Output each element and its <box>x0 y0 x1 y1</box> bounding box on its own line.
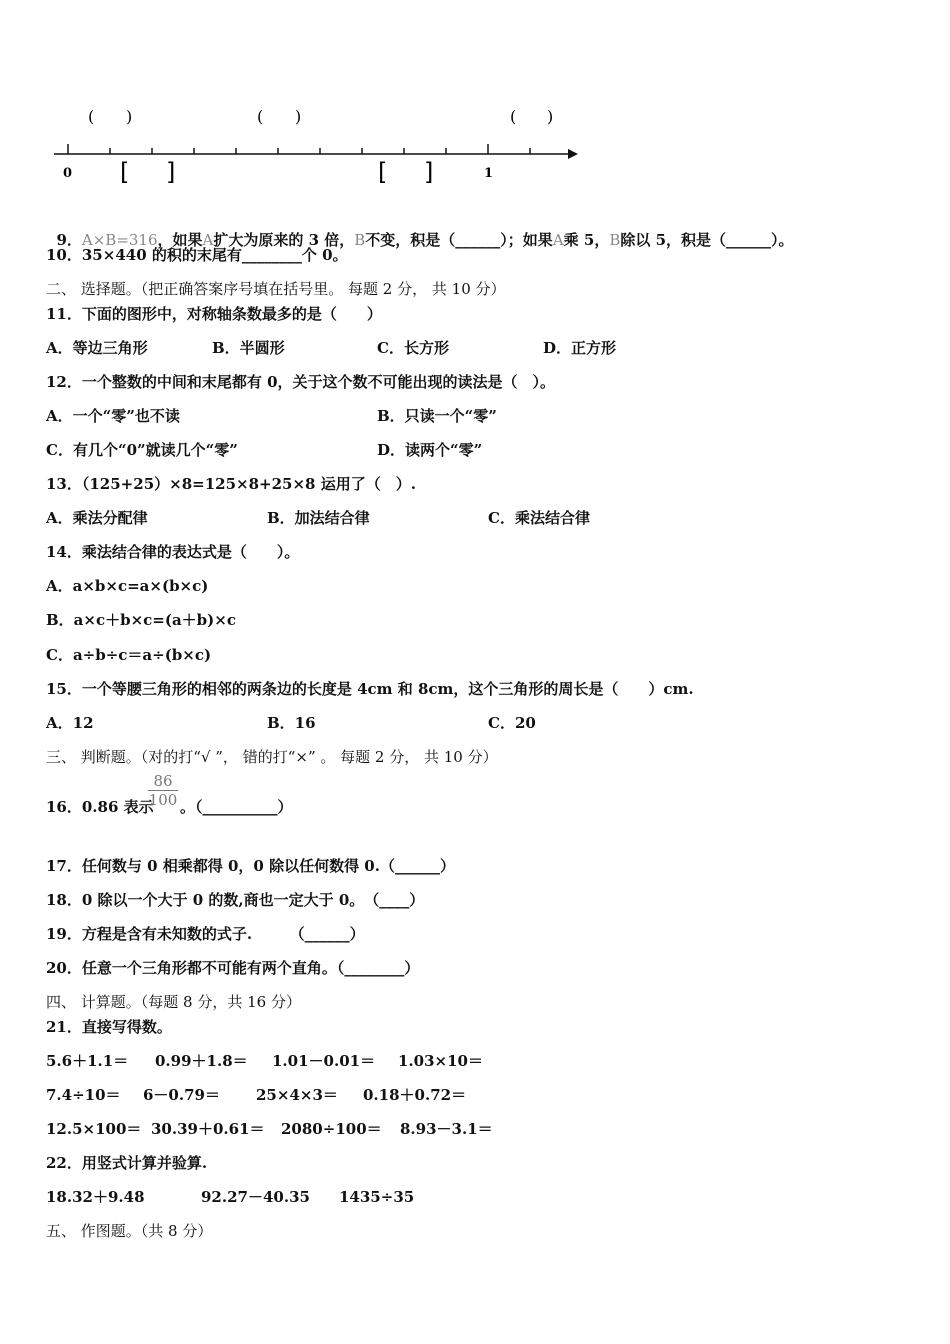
q15-option-c: C．20 <box>488 714 536 732</box>
question-10: 10．35×440 的积的末尾有________个 0。 <box>46 246 348 264</box>
q11-option-c: C．长方形 <box>377 339 449 357</box>
q11-option-d: D．正方形 <box>543 339 617 357</box>
paren-close-1: ) <box>126 107 133 126</box>
q9-expression: A×B=316 <box>81 231 158 249</box>
question-12-stem: 12．一个整数的中间和末尾都有 0，关于这个数不可能出现的读法是（ ）。 <box>46 373 556 391</box>
bracket-open-1: [ <box>120 158 130 186</box>
q12-option-b: B．只读一个“零” <box>377 407 497 425</box>
q21-item: 5.6＋1.1＝ <box>46 1052 129 1070</box>
question-18: 18．0 除以一个大于 0 的数,商也一定大于 0。 （____） <box>46 891 425 909</box>
paren-close-2: ) <box>295 107 302 126</box>
number-line-ticks <box>68 144 530 154</box>
q11-option-b: B．半圆形 <box>212 339 285 357</box>
bracket-close-2: ] <box>424 158 434 186</box>
q9-var-a2: A <box>552 231 564 249</box>
paren-close-3: ) <box>547 107 554 126</box>
tick-label-one: 1 <box>484 166 494 181</box>
question-20: 20．任意一个三角形都不可能有两个直角。（________） <box>46 959 420 977</box>
q21-item: 8.93－3.1＝ <box>400 1120 493 1138</box>
q9-text-2: 扩大为原来的 3 倍， <box>213 231 355 249</box>
q22-item: 1435÷35 <box>339 1188 415 1206</box>
q21-item: 0.18＋0.72＝ <box>363 1086 467 1104</box>
q13-option-b: B．加法结合律 <box>267 509 370 527</box>
q21-item: 12.5×100＝ <box>46 1120 142 1138</box>
q14-option-c: C．a÷b÷c＝a÷(b×c) <box>46 646 212 664</box>
fraction-denominator: 100 <box>148 791 178 809</box>
q11-option-a: A．等边三角形 <box>46 339 148 357</box>
q9-text-3: 不变，积是（______）；如果 <box>365 231 553 249</box>
section-2-heading: 二、 选择题。（把正确答案序号填在括号里。 每题 2 分， 共 10 分） <box>46 280 506 298</box>
q9-text-1: ，如果 <box>157 231 203 249</box>
tick-label-zero: 0 <box>63 166 73 181</box>
q21-item: 1.03×10＝ <box>398 1052 483 1070</box>
q9-text-4: 乘 5， <box>563 231 610 249</box>
question-11-stem: 11．下面的图形中，对称轴条数最多的是（ ） <box>46 305 382 323</box>
q14-option-b: B．a×c＋b×c=(a＋b)×c <box>46 611 236 629</box>
q21-item: 1.01－0.01＝ <box>272 1052 376 1070</box>
q21-item: 2080÷100＝ <box>281 1120 382 1138</box>
q22-item: 92.27－40.35 <box>201 1188 310 1206</box>
q15-option-b: B．16 <box>267 714 316 732</box>
question-16-suffix: 。（__________） <box>180 798 293 816</box>
question-16-prefix: 16．0.86 表示 <box>46 798 154 816</box>
q9-var-b2: B <box>609 231 621 249</box>
paren-open-2: ( <box>257 107 264 126</box>
q15-option-a: A．12 <box>46 714 94 732</box>
section-5-heading: 五、 作图题。（共 8 分） <box>46 1222 213 1240</box>
question-22-stem: 22．用竖式计算并验算. <box>46 1154 208 1172</box>
q21-item: 30.39＋0.61＝ <box>151 1120 265 1138</box>
question-21-stem: 21．直接写得数。 <box>46 1018 172 1036</box>
q9-prefix: 9． <box>56 231 82 249</box>
q9-var-a: A <box>202 231 214 249</box>
question-14-stem: 14．乘法结合律的表达式是（ ）。 <box>46 543 300 561</box>
q22-item: 18.32＋9.48 <box>46 1188 145 1206</box>
question-15-stem: 15．一个等腰三角形的相邻的两条边的长度是 4cm 和 8cm，这个三角形的周长是（ ）cm. <box>46 680 694 698</box>
q21-item: 6－0.79＝ <box>143 1086 220 1104</box>
question-19: 19．方程是含有未知数的式子. （______） <box>46 925 365 943</box>
q14-option-a: A．a×b×c=a×(b×c) <box>46 577 209 595</box>
fraction-numerator: 86 <box>148 772 178 791</box>
section-3-heading: 三、 判断题。（对的打“√ ”， 错的打“×” 。 每题 2 分， 共 10 分） <box>46 748 498 766</box>
q13-option-c: C．乘法结合律 <box>488 509 590 527</box>
fraction-86-100 <box>148 772 178 809</box>
q12-option-c: C．有几个“0”就读几个“零” <box>46 441 238 459</box>
q9-var-b: B <box>354 231 366 249</box>
q21-item: 0.99＋1.8＝ <box>155 1052 248 1070</box>
question-9 <box>46 210 794 250</box>
paren-open-1: ( <box>88 107 95 126</box>
q21-item: 7.4÷10＝ <box>46 1086 121 1104</box>
q12-option-d: D．读两个“零” <box>377 441 483 459</box>
question-13-stem: 13．（125+25）×8=125×8+25×8 运用了（ ）. <box>46 475 416 493</box>
number-line-arrow <box>568 149 578 159</box>
q13-option-a: A．乘法分配律 <box>46 509 148 527</box>
number-line-figure <box>50 100 590 190</box>
bracket-open-2: [ <box>378 158 388 186</box>
bracket-close-1: ] <box>166 158 176 186</box>
question-17: 17．任何数与 0 相乘都得 0，0 除以任何数得 0.（______） <box>46 857 455 875</box>
paren-open-3: ( <box>510 107 517 126</box>
q21-item: 25×4×3＝ <box>256 1086 338 1104</box>
q12-option-a: A．一个“零”也不读 <box>46 407 180 425</box>
q9-text-5: 除以 5，积是（______）。 <box>620 231 794 249</box>
section-4-heading: 四、 计算题。（每题 8 分，共 16 分） <box>46 993 301 1011</box>
